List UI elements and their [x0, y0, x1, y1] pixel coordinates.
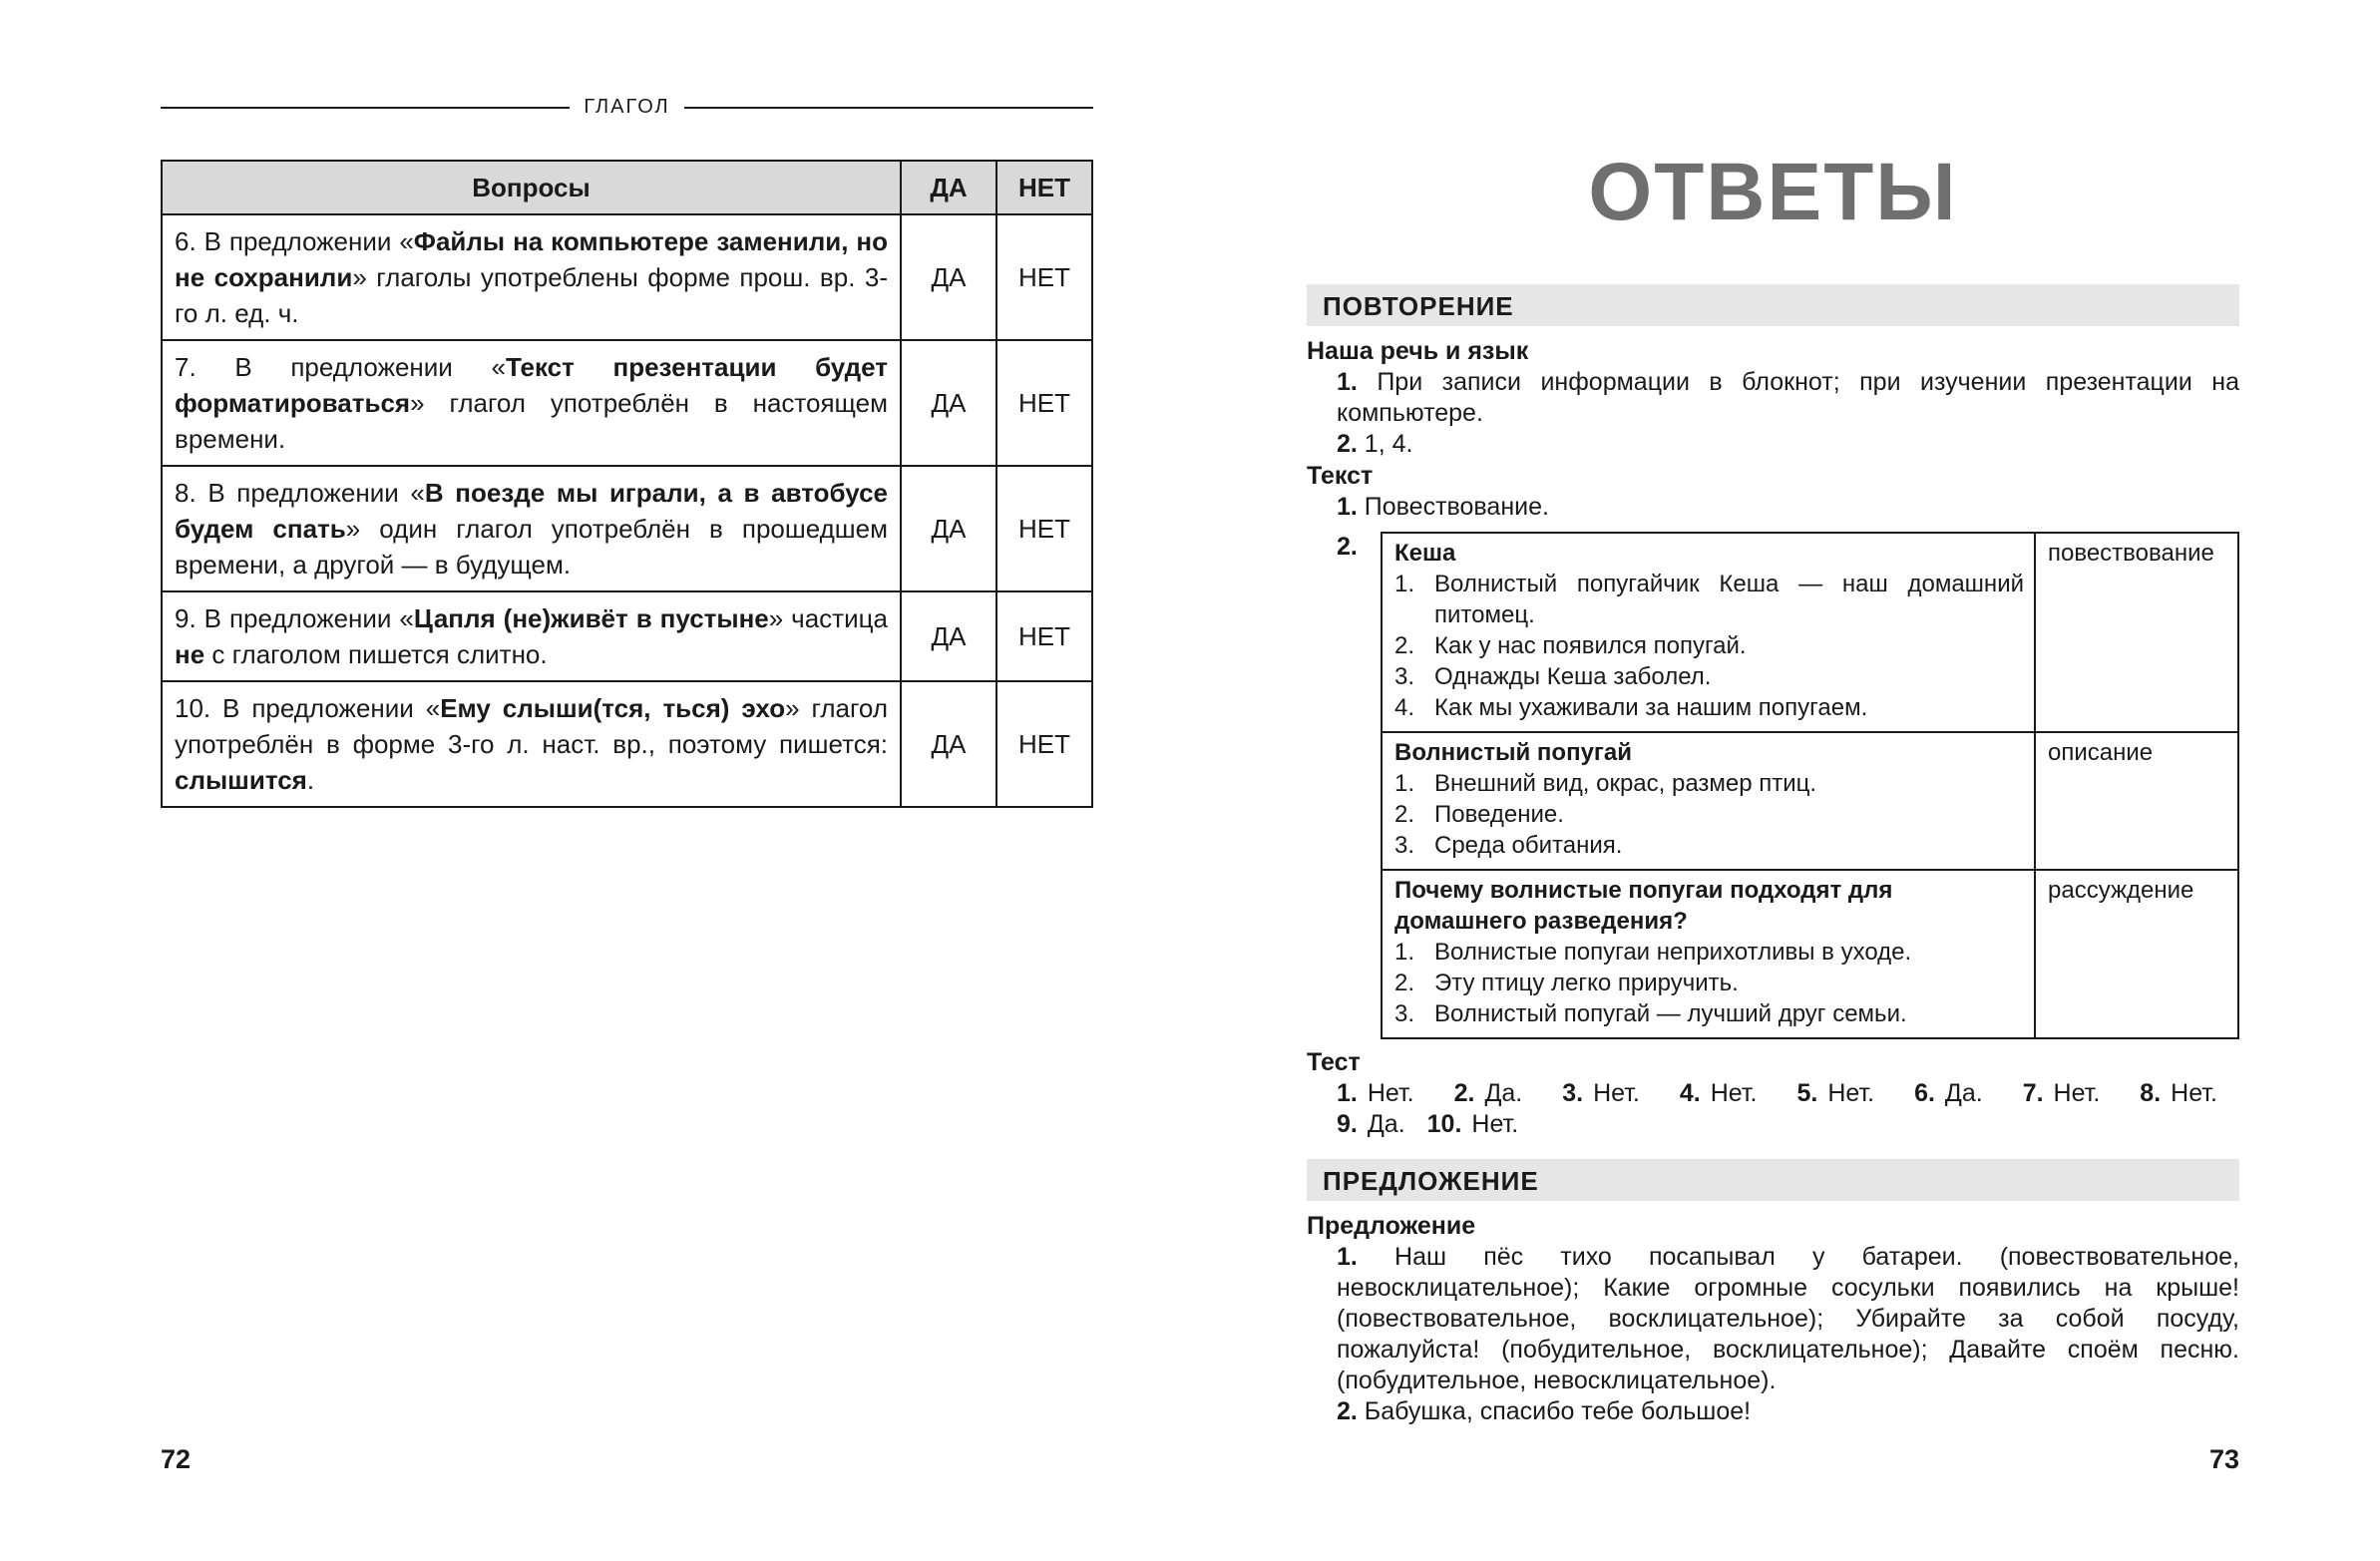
test-answers-row [1307, 1078, 2239, 1109]
answer-number: 2. [1337, 533, 1358, 561]
no-option: НЕТ [996, 340, 1092, 466]
text-run: с глаголом пишется слитно. [204, 639, 548, 669]
header-no: НЕТ [996, 161, 1092, 214]
test-answer-value: Нет. [1827, 1079, 1875, 1107]
test-answer-number: 10. [1426, 1110, 1462, 1138]
plan-item-text: Волнистые попугаи неприхотливы в уходе. [1434, 939, 1912, 966]
running-head [161, 96, 1093, 119]
text-run: 1, 4. [1357, 430, 1413, 458]
test-answer-value: Нет. [1471, 1110, 1519, 1138]
answer-item [1307, 367, 2239, 429]
questions-table-header [162, 161, 1092, 214]
section-band-repetition: ПОВТОРЕНИЕ [1307, 284, 2239, 326]
plan-item-number: 3. [1394, 1000, 1415, 1027]
test-answer-number: 3. [1562, 1079, 1584, 1107]
bold-text: 1. [1337, 368, 1358, 396]
bold-text: 2. [1337, 1397, 1358, 1425]
running-head-rule-left [161, 107, 570, 109]
test-answer-value: Да. [1484, 1079, 1523, 1107]
plan-item [1394, 692, 2024, 723]
text-run: » глаголы употреблены форме прош. вр. 3-го л. ед. ч. [175, 262, 888, 328]
text-run: . [306, 765, 315, 795]
text-heading: Кеша [1394, 540, 1456, 567]
bold-text: Ему слыши(тся, ться) эхо [440, 693, 786, 723]
plan-item [1394, 968, 2024, 998]
bold-text: Файлы на компьютере заменили, но не сохранили [175, 226, 888, 292]
page-number-right: 73 [2208, 1444, 2239, 1474]
question-row [162, 466, 1092, 591]
test-answer-number: 1. [1337, 1079, 1358, 1107]
text-heading: Почему волнистые попугаи подходят для домашнего разведения? [1394, 877, 1893, 935]
plan-item-number: 4. [1394, 694, 1415, 721]
plan-item [1394, 630, 2024, 661]
test-answer [1680, 1078, 1758, 1109]
text-run: » частица [768, 603, 888, 633]
plan-item-text: Волнистый попугай — лучший друг семьи. [1434, 1000, 1907, 1027]
test-answer-value: Нет. [1593, 1079, 1640, 1107]
test-answer-value: Нет. [1367, 1079, 1414, 1107]
plan-item [1394, 830, 2024, 861]
bold-text: 1. [1337, 493, 1358, 521]
text-type-label: повествование [2035, 533, 2238, 732]
plan-item [1394, 799, 2024, 830]
plan-item-number: 3. [1394, 832, 1415, 859]
test-answer-number: 7. [2022, 1079, 2044, 1107]
no-option: НЕТ [996, 214, 1092, 340]
test-answer [1454, 1078, 1523, 1109]
text-run: 8. В предложении « [175, 478, 425, 508]
text-heading: Волнистый попугай [1394, 739, 1633, 766]
test-answer-value: Нет. [2171, 1079, 2217, 1107]
subsection-title: Тест [1307, 1048, 1361, 1076]
subsection-text [1307, 461, 2239, 523]
subsection-sentence [1307, 1211, 2239, 1427]
left-page [161, 0, 1093, 1561]
yes-option: ДА [901, 681, 996, 807]
subsection-title: Текст [1307, 462, 1374, 490]
question-row [162, 591, 1092, 681]
answer-item [1307, 1242, 2239, 1396]
text-run: » глагол употреблён в форме 3-го л. наст. вр., поэтому пишется: [175, 693, 888, 759]
test-answer-value: Да. [1944, 1079, 1983, 1107]
text-types-table [1381, 532, 2239, 1039]
plan-item-number: 1. [1394, 571, 1415, 597]
answers-title: ОТВЕТЫ [1588, 147, 1958, 237]
bold-text: Цапля (не)живёт в пустыне [413, 603, 769, 633]
test-answer-value: Нет. [1710, 1079, 1758, 1107]
text-plan-cell [1382, 732, 2035, 870]
plan-item [1394, 661, 2024, 692]
page-number-left: 72 [161, 1444, 192, 1474]
test-answers-row [1307, 1109, 2239, 1140]
text-type-row [1382, 732, 2238, 870]
question-text [162, 681, 901, 807]
text-plan-cell [1382, 533, 2035, 732]
test-answer-number: 5. [1796, 1079, 1818, 1107]
bold-text: не [175, 639, 205, 669]
question-text [162, 591, 901, 681]
right-page [1307, 0, 2239, 1561]
text-run: Повествование. [1357, 493, 1549, 521]
plan-item-number: 2. [1394, 970, 1415, 996]
yes-option: ДА [901, 340, 996, 466]
plan-item [1394, 768, 2024, 799]
section-band-sentence: ПРЕДЛОЖЕНИЕ [1307, 1159, 2239, 1201]
header-questions: Вопросы [162, 161, 901, 214]
plan-item-text: Внешний вид, окрас, размер птиц. [1434, 770, 1817, 797]
running-head-label: ГЛАГОЛ [584, 96, 670, 118]
plan-item-number: 1. [1394, 939, 1415, 966]
test-answer-number: 6. [1914, 1079, 1935, 1107]
plan-item-text: Однажды Кеша заболел. [1434, 663, 1712, 690]
text-type-label: описание [2035, 732, 2238, 870]
test-answer-number: 8. [2140, 1079, 2162, 1107]
test-answer [1337, 1109, 1405, 1140]
test-answer-number: 4. [1679, 1079, 1701, 1107]
test-answer [1796, 1078, 1874, 1109]
bold-text: слышится [175, 765, 307, 795]
plan-item-text: Волнистый попугайчик Кеша — наш домашний питомец. [1434, 571, 2024, 628]
running-head-rule-right [684, 107, 1093, 109]
questions-table [161, 160, 1093, 808]
question-row [162, 681, 1092, 807]
text-run: » один глагол употреблён в прошедшем времени, а другой — в будущем. [175, 514, 888, 580]
plan-item-text: Как мы ухаживали за нашим попугаем. [1434, 694, 1868, 721]
no-option: НЕТ [996, 681, 1092, 807]
bold-text: В поезде мы играли, а в автобусе будем спать [175, 478, 888, 544]
text-type-label: рассуждение [2035, 870, 2238, 1038]
text-run: 7. В предложении « [175, 352, 506, 382]
plan-item-number: 1. [1394, 770, 1415, 797]
text-plan-cell [1382, 870, 2035, 1038]
test-answer [1337, 1078, 1414, 1109]
test-answer-number: 9. [1337, 1110, 1358, 1138]
text-run: 6. В предложении « [175, 226, 414, 256]
plan-item [1394, 569, 2024, 630]
yes-option: ДА [901, 466, 996, 591]
question-row [162, 340, 1092, 466]
yes-option: ДА [901, 591, 996, 681]
text-run: 9. В предложении « [175, 603, 414, 633]
test-answer [2023, 1078, 2101, 1109]
text-type-row [1382, 870, 2238, 1038]
no-option: НЕТ [996, 591, 1092, 681]
plan-item-text: Среда обитания. [1434, 832, 1623, 859]
question-text [162, 340, 901, 466]
test-answer [1914, 1078, 1983, 1109]
bold-text: 1. [1337, 1243, 1358, 1271]
test-answer [2140, 1078, 2217, 1109]
plan-item [1394, 937, 2024, 968]
bold-text: 2. [1337, 430, 1358, 458]
subsection-title: Предложение [1307, 1212, 1476, 1240]
plan-item-text: Эту птицу легко приручить. [1434, 970, 1739, 996]
bold-text: Текст презентации будет форматироваться [175, 352, 888, 418]
text-run: При записи информации в блокнот; при изучении презентации на компьютере. [1337, 368, 2239, 427]
no-option: НЕТ [996, 466, 1092, 591]
plan-item-number: 2. [1394, 801, 1415, 828]
text-type-row [1382, 533, 2238, 732]
subsection-title: Наша речь и язык [1307, 337, 1529, 365]
text-run: » глагол употреблён в настоящем времени. [175, 388, 888, 454]
yes-option: ДА [901, 214, 996, 340]
plan-item [1394, 998, 2024, 1029]
text-run: Бабушка, спасибо тебе большое! [1357, 1397, 1752, 1425]
question-text [162, 214, 901, 340]
test-answer-number: 2. [1453, 1079, 1475, 1107]
test-answer [1427, 1109, 1519, 1140]
answer-item [1307, 429, 2239, 460]
subsection-test [1307, 1047, 2239, 1140]
test-answer [1562, 1078, 1640, 1109]
header-yes: ДА [901, 161, 996, 214]
question-text [162, 466, 901, 591]
test-answer-value: Да. [1367, 1110, 1405, 1138]
plan-item-number: 2. [1394, 632, 1415, 659]
answer-item [1307, 492, 2239, 523]
text-run: 10. В предложении « [175, 693, 441, 723]
answer-item [1307, 1396, 2239, 1427]
plan-item-number: 3. [1394, 663, 1415, 690]
plan-item-text: Поведение. [1434, 801, 1564, 828]
text-run: Наш пёс тихо посапывал у батареи. (повествовательное, невосклицательное); Какие огромные сосульки появились на крыше! (повествовательное, восклицательное); Убирайте за собой посуду, пожалуйста! (побудительное, восклицательное); Давайте споём песню. (побудительное, невосклицательное). [1337, 1243, 2239, 1394]
question-row [162, 214, 1092, 340]
subsection-speech-language [1307, 336, 2239, 460]
plan-item-text: Как у нас появился попугай. [1434, 632, 1747, 659]
test-answer-value: Нет. [2053, 1079, 2101, 1107]
